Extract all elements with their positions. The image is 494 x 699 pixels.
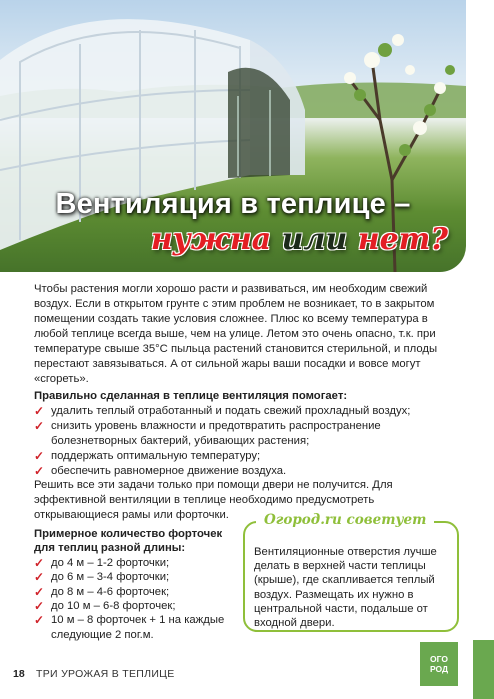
check-mark-icon: ✓ <box>34 613 45 628</box>
solution-paragraph: Решить все эти задачи только при помощи двери не получится. Для эффективной вентиляции в теплице необходимо предусмотреть открывающиеся рамы или форточки. <box>34 479 393 521</box>
list-item: ✓ до 10 м – 6-8 форточек; <box>34 599 176 614</box>
footer-title: ТРИ УРОЖАЯ В ТЕПЛИЦЕ <box>36 668 175 680</box>
intro-paragraph: Чтобы растения могли хорошо расти и развиваться, им необходим свежий воздух. Если в открытом грунте с этим проблем не возникает, то в закрытом помещении создать такие условия сложнее. Плюс ко всему температура в любой теплице всегда выше, чем на улице. Летом это очень опасно, т.к. при температуре свыше 35°С пыльца растений становится стерильной, и плоды перестают завязываться. А от сильной жары ваши посадки и вовсе могут «сгореть». <box>34 283 438 385</box>
logo-line-1: ОГО <box>430 654 448 664</box>
check-mark-icon: ✓ <box>34 419 45 433</box>
list-item: ✓ обеспечить равномерное движение воздуха. <box>34 464 287 478</box>
hero-photo <box>0 0 466 272</box>
list-item: ✓ до 8 м – 4-6 форточек; <box>34 584 170 599</box>
list-item: ✓ до 6 м – 3-4 форточки; <box>34 570 170 585</box>
page-number: 18 <box>13 668 25 680</box>
list-item: ✓ до 4 м – 1-2 форточки; <box>34 555 170 570</box>
list-item: ✓ 10 м – 8 форточек + 1 на каждые следующие 2 пог.м. <box>34 613 225 641</box>
subtitle-word-1: нужна <box>150 222 272 257</box>
vents-section <box>34 527 239 642</box>
logo-line-2: РОД <box>429 664 449 674</box>
help-heading: Правильно сделанная в теплице вентиляция помогает: <box>34 390 348 402</box>
check-mark-icon: ✓ <box>34 584 45 599</box>
list-item: ✓ снизить уровень влажности и предотвратить распространение болезнетворных бактерий, убивающих растения; <box>34 419 381 447</box>
check-mark-icon: ✓ <box>34 570 45 585</box>
brand-logo <box>420 642 458 686</box>
vents-heading-line-1: Примерное количество форточек <box>34 528 223 540</box>
side-tab <box>473 640 494 699</box>
list-item: ✓ поддержать оптимальную температуру; <box>34 449 261 463</box>
list-item: ✓ удалить теплый отработанный и подать свежий прохладный воздух; <box>34 404 411 418</box>
page-title: Вентиляция в теплице – <box>55 188 411 220</box>
check-mark-icon: ✓ <box>34 555 45 570</box>
page-subtitle <box>0 222 448 257</box>
check-mark-icon: ✓ <box>34 404 45 418</box>
tip-heading: Огород.ru советует <box>256 511 434 529</box>
tip-text: Вентиляционные отверстия лучше делать в верхней части теплицы (крыше), где скапливается теплый воздух. Размещать их нужно в центральной части, подальше от входной двери. <box>254 546 437 630</box>
vents-list <box>34 556 239 642</box>
check-mark-icon: ✓ <box>34 449 45 463</box>
subtitle-word-2: или <box>281 222 348 257</box>
help-list <box>34 404 459 479</box>
subtitle-word-3: нет? <box>357 222 448 257</box>
check-mark-icon: ✓ <box>34 464 45 478</box>
check-mark-icon: ✓ <box>34 599 45 614</box>
vents-heading-line-2: для теплиц разной длины: <box>34 542 186 555</box>
